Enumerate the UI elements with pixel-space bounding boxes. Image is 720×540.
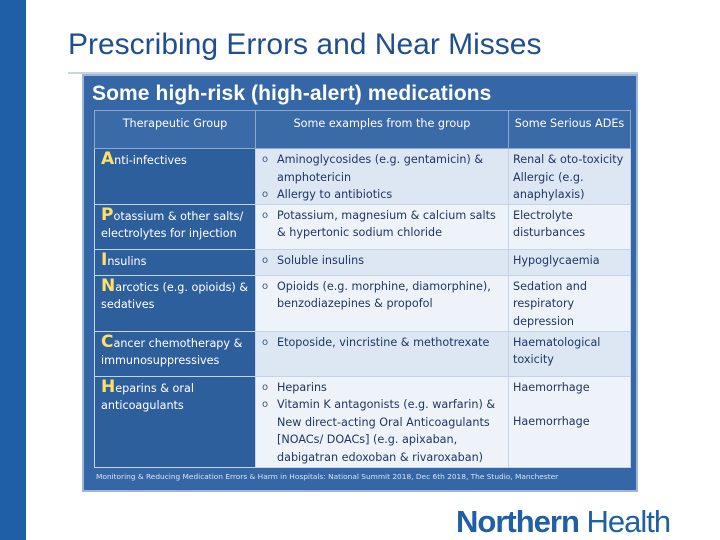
example-item: o Etoposide, vincristine & methotrexate <box>260 334 504 352</box>
group-initial: A <box>101 149 115 169</box>
example-item: o Vitamin K antagonists (e.g. warfarin) & New direct-acting Oral Anticoagulants [NOACs/ DOACs] (e.g. apixaban, dabigatran edoxoban & rivaroxaban) <box>260 396 504 466</box>
table-row <box>95 204 631 249</box>
group-name: eparins & oral anticoagulants <box>101 381 194 413</box>
group-initial: P <box>101 204 114 225</box>
table-row <box>95 149 631 205</box>
ade-item: Haemorrhage <box>513 380 590 394</box>
group-cell <box>95 275 256 331</box>
slide-title: Prescribing Errors and Near Misses <box>68 28 542 61</box>
examples-cell <box>256 249 509 275</box>
examples-cell <box>256 149 509 205</box>
ade-cell: Hypoglycaemia <box>509 249 631 275</box>
group-initial: I <box>101 249 108 270</box>
table-row <box>95 275 631 331</box>
group-name: otassium & other salts/ electrolytes for injection <box>101 209 244 241</box>
panel-title: Some high-risk (high-alert) medications <box>92 82 492 105</box>
example-item: o Opioids (e.g. morphine, diamorphine), benzodiazepines & propofol <box>260 278 504 313</box>
group-cell <box>95 331 256 376</box>
header-examples: Some examples from the group <box>256 111 509 149</box>
group-cell <box>95 149 256 205</box>
logo-word-health: Health <box>586 504 671 539</box>
example-item: o Soluble insulins <box>260 252 504 270</box>
examples-cell <box>256 376 509 467</box>
ade-cell: Haematological toxicity <box>509 331 631 376</box>
example-item: o Allergy to antibiotics <box>260 186 504 204</box>
group-cell <box>95 204 256 249</box>
group-initial: N <box>101 275 116 296</box>
table-row <box>95 331 631 376</box>
medication-panel <box>82 74 638 492</box>
ade-cell: Electrolyte disturbances <box>509 204 631 249</box>
panel-footnote: Monitoring & Reducing Medication Errors & Harm in Hospitals: National Summit 2018, Dec 6th 2018, The Studio, Manchester <box>96 472 559 481</box>
group-name: nti-infectives <box>114 154 187 167</box>
ade-cell: Sedation and respiratory depression <box>509 275 631 331</box>
header-serious-ades: Some Serious ADEs <box>509 111 631 149</box>
logo-word-northern: Northern <box>456 504 579 539</box>
examples-cell <box>256 331 509 376</box>
ade-item: Haemorrhage <box>513 415 590 429</box>
table-row <box>95 249 631 275</box>
group-cell <box>95 249 256 275</box>
group-initial: C <box>101 331 114 352</box>
example-item: o Potassium, magnesium & calcium salts & hypertonic sodium chloride <box>260 207 504 242</box>
example-item: o Aminoglycosides (e.g. gentamicin) & amphotericin <box>260 151 504 186</box>
group-name: arcotics (e.g. opioids) & sedatives <box>101 280 249 312</box>
ade-cell <box>509 376 631 467</box>
ade-cell: Renal & oto-toxicity Allergic (e.g. anaphylaxis) <box>509 149 631 205</box>
group-name: nsulins <box>107 254 147 268</box>
group-name: ancer chemotherapy & immunosuppressives <box>101 336 243 368</box>
table-header-row <box>95 111 631 149</box>
northern-health-logo <box>456 504 714 540</box>
left-accent-bar <box>0 0 26 540</box>
high-risk-medications-table <box>94 110 631 468</box>
example-item: o Heparins <box>260 379 504 397</box>
group-cell <box>95 376 256 467</box>
table-row <box>95 376 631 467</box>
header-therapeutic-group: Therapeutic Group <box>95 111 256 149</box>
examples-cell <box>256 204 509 249</box>
examples-cell <box>256 275 509 331</box>
group-initial: H <box>101 376 116 397</box>
